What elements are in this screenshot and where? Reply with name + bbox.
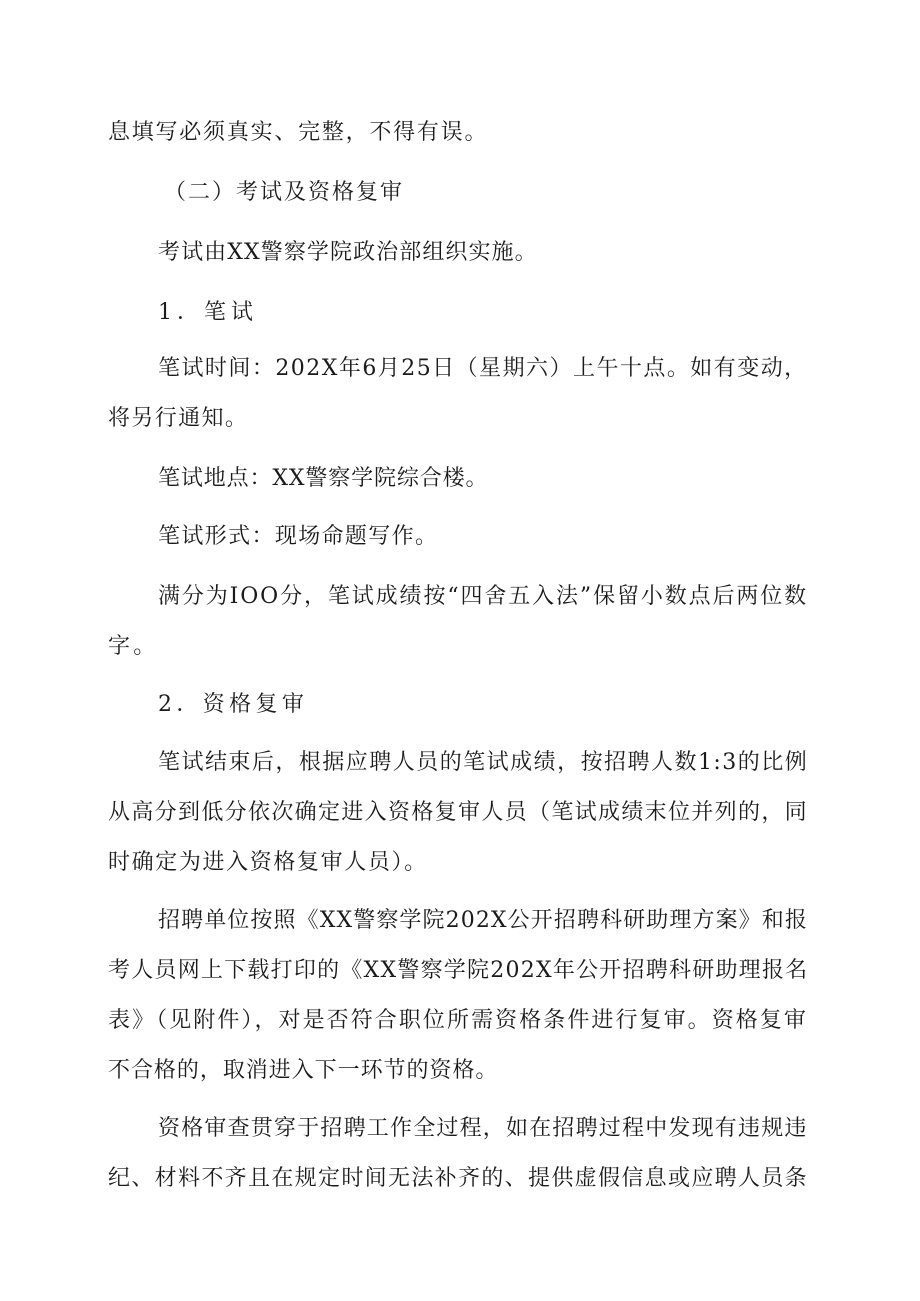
subsection-heading: 2．资格复审 <box>158 692 309 717</box>
text-line: 字。 <box>108 634 159 659</box>
text-line: 资格审查贯穿于招聘工作全过程，如在招聘过程中发现有违规违 <box>158 1116 808 1141</box>
text-line: 时确定为进入资格复审人员）。 <box>108 850 428 875</box>
text-line: 满分为IOO分，笔试成绩按“四舍五入法”保留小数点后两位数 <box>158 584 809 609</box>
subsection-heading: 1．笔试 <box>158 300 258 325</box>
section-heading: （二）考试及资格复审 <box>164 180 405 205</box>
text-line: 将另行通知。 <box>108 406 249 431</box>
text-line: 笔试地点：XX警察学院综合楼。 <box>158 466 489 491</box>
text-line: 表》（见附件），对是否符合职位所需资格条件进行复审。资格复审 <box>108 1008 809 1033</box>
text-line: 纪、材料不齐且在规定时间无法补齐的、提供虚假信息或应聘人员条 <box>108 1166 809 1191</box>
text-line: 笔试结束后，根据应聘人员的笔试成绩，按招聘人数1:3的比例 <box>158 750 809 775</box>
text-line: 考人员网上下载打印的《XX警察学院202X年公开招聘科研助理报名 <box>108 958 809 983</box>
text-line: 息填写必须真实、完整，不得有误。 <box>108 120 489 145</box>
text-line: 考试由XX警察学院政治部组织实施。 <box>158 240 538 265</box>
text-line: 不合格的，取消进入下一环节的资格。 <box>108 1058 499 1083</box>
text-line: 招聘单位按照《XX警察学院202X公开招聘科研助理方案》和报 <box>158 908 808 933</box>
text-line: 笔试时间：202X年6月25日（星期六）上午十点。如有变动， <box>158 356 808 381</box>
text-line: 笔试形式：现场命题写作。 <box>158 524 439 549</box>
text-line: 从高分到低分依次确定进入资格复审人员（笔试成绩末位并列的，同 <box>108 800 809 825</box>
